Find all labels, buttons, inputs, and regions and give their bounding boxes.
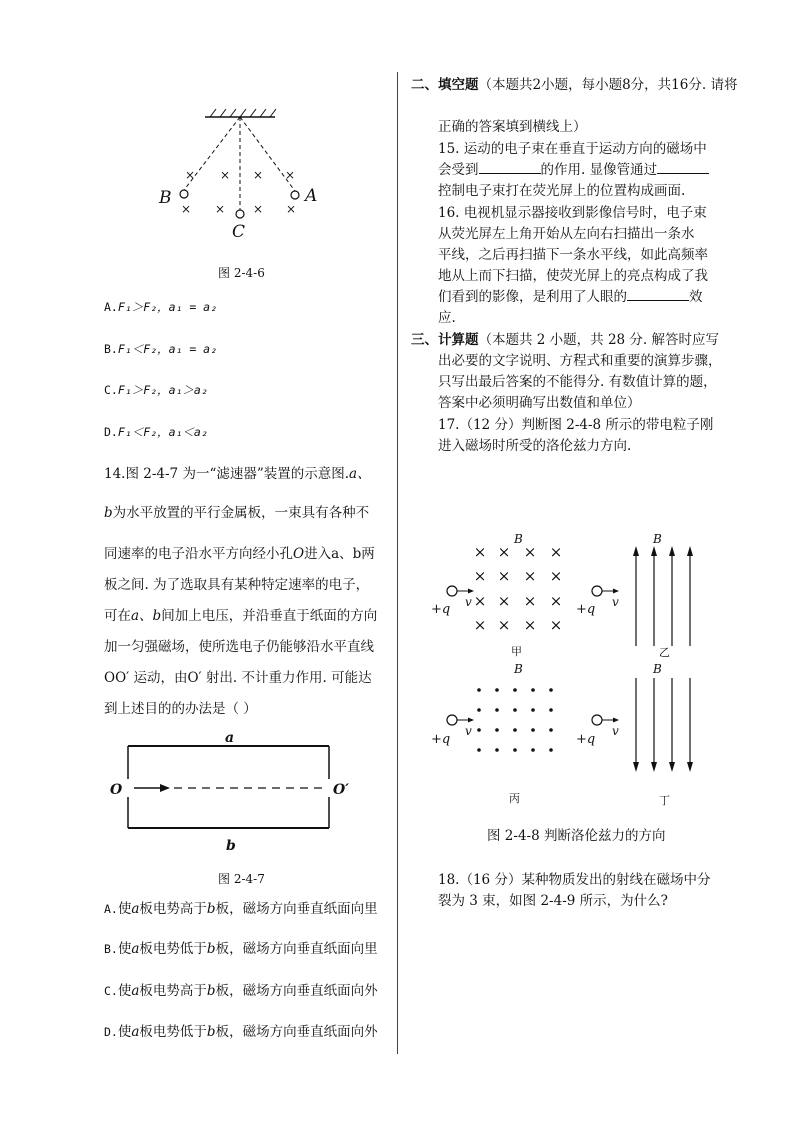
figure-caption-2-4-6: 图 2-4-6	[218, 266, 265, 280]
cross-mark: ×	[285, 202, 297, 216]
q14-line-7: OO′ 运动，由O′ 射出. 不计重力作用. 可能达	[104, 670, 372, 686]
column-divider	[397, 72, 398, 1054]
figure-caption-2-4-7: 图 2-4-7	[218, 872, 265, 886]
cross-mark: ×	[473, 592, 487, 610]
q15-blank-1[interactable]	[479, 161, 541, 174]
q14-option-c: C.使a板电势高于b板，磁场方向垂直纸面向外	[104, 983, 378, 999]
figure-caption-2-4-8: 图 2-4-8 判断洛伦兹力的方向	[487, 828, 666, 844]
q13-option-b: B.F₁＜F₂，a₁ = a₂	[104, 342, 218, 356]
velocity-label: v	[612, 724, 619, 738]
q15-line-3: 控制电子束打在荧光屏上的位置构成画面.	[438, 183, 686, 199]
q17-line-2: 进入磁场时所受的洛伦兹力方向.	[438, 438, 632, 454]
cross-mark: ×	[549, 592, 563, 610]
panel-ding	[576, 662, 693, 807]
panel-yi	[576, 532, 693, 659]
section-2-desc-2: 正确的答案填到横线上）	[438, 119, 587, 135]
q17-line-1: 17.（12 分）判断图 2-4-8 所示的带电粒子刚	[438, 417, 714, 433]
q14-line-8: 到上述目的的办法是（ ）	[104, 701, 257, 717]
q14-line-1: 14.图 2-4-7 为一“滤速器”装置的示意图.a、	[104, 466, 371, 482]
panel-label-ding: 丁	[659, 794, 670, 807]
cross-mark: ×	[180, 202, 192, 216]
q14-line-5: 可在a、b间加上电压，并沿垂直于纸面的方向	[104, 608, 378, 624]
cross-mark: ×	[473, 567, 487, 585]
cross-mark: ×	[549, 543, 563, 561]
panel-label-yi: 乙	[659, 646, 670, 659]
cross-mark: ×	[549, 616, 563, 634]
cross-mark: ×	[252, 168, 264, 182]
section-3-line-3: 只写出最后答案的不能得分. 有数值计算的题，	[438, 374, 717, 390]
cross-mark: ×	[523, 592, 537, 610]
field-label-b: B	[514, 662, 523, 676]
cross-mark: ×	[523, 543, 537, 561]
panel-jia	[431, 532, 562, 658]
q14-line-6: 加一匀强磁场，使所选电子仍能够沿水平直线	[104, 639, 374, 655]
figure-2-4-6	[150, 105, 330, 245]
q16-blank[interactable]	[627, 288, 689, 301]
label-a: A	[305, 186, 318, 206]
hole-o2-label: O′	[333, 782, 349, 798]
charge-label: +q	[576, 602, 596, 617]
q16-line-4: 地从上而下扫描，使荧光屏上的亮点构成了我	[438, 268, 708, 284]
q13-option-d: D.F₁＜F₂，a₁＜a₂	[104, 425, 208, 439]
charge-label: +q	[431, 602, 451, 617]
plate-b-label: b	[226, 838, 236, 854]
q16-line-1: 16. 电视机显示器接收到影像信号时，电子束	[438, 205, 707, 221]
q16-line-5: 们看到的影像，是利用了人眼的 效	[438, 289, 703, 305]
q16-line-6: 应.	[438, 310, 456, 326]
cross-mark: ×	[523, 567, 537, 585]
figure-2-4-7	[104, 725, 364, 860]
field-label-b: B	[514, 532, 523, 546]
q14-option-b: B.使a板电势低于b板，磁场方向垂直纸面向里	[104, 941, 378, 957]
panel-bing	[431, 662, 553, 805]
cross-mark: ×	[284, 168, 296, 182]
cross-mark: ×	[214, 202, 226, 216]
section-3-heading: 三、计算题（本题共 2 小题，共 28 分. 解答时应写	[411, 332, 720, 348]
q15-line-1: 15. 运动的电子束在垂直于运动方向的磁场中	[438, 141, 707, 157]
q15-line-2: 会受到 的作用. 显像管通过	[438, 161, 709, 179]
q16-line-3: 平线，之后再扫描下一条水平线，如此高频率	[438, 247, 708, 263]
field-label-b: B	[653, 532, 662, 546]
cross-mark: ×	[523, 616, 537, 634]
q14-line-4: 板之间. 为了选取具有某种特定速率的电子，	[104, 577, 370, 593]
cross-mark: ×	[497, 616, 511, 634]
cross-mark: ×	[219, 168, 231, 182]
section-3-line-2: 出必要的文字说明、方程式和重要的演算步骤，	[438, 353, 722, 369]
q14-option-a: A.使a板电势高于b板，磁场方向垂直纸面向里	[104, 901, 378, 917]
q14-line-3: 同速率的电子沿水平方向经小孔O进入a、b两	[104, 546, 375, 562]
q15-blank-2[interactable]	[657, 161, 709, 174]
q13-option-a: A.F₁＞F₂，a₁ = a₂	[104, 300, 218, 314]
field-label-b: B	[653, 662, 662, 676]
section-3-line-4: 答案中必须明确写出数值和单位）	[438, 395, 641, 411]
q16-line-2: 从荧光屏左上角开始从左向右扫描出一条水	[438, 226, 695, 242]
q18-line-1: 18.（16 分）某种物质发出的射线在磁场中分	[438, 872, 711, 888]
q13-option-c: C.F₁＞F₂，a₁＞a₂	[104, 383, 208, 397]
cross-mark: ×	[252, 202, 264, 216]
charge-label: +q	[431, 732, 451, 747]
cross-mark: ×	[497, 592, 511, 610]
cross-mark: ×	[473, 616, 487, 634]
cross-mark: ×	[497, 543, 511, 561]
hole-o-label: O	[110, 782, 123, 798]
figure-2-4-8	[425, 528, 710, 810]
panel-label-bing: 丙	[509, 792, 520, 805]
velocity-label: v	[465, 595, 472, 609]
charge-label: +q	[576, 732, 596, 747]
cross-mark: ×	[473, 543, 487, 561]
label-b: B	[159, 188, 172, 208]
cross-mark: ×	[184, 168, 196, 182]
label-c: C	[232, 222, 246, 242]
velocity-label: v	[612, 595, 619, 609]
q18-line-2: 裂为 3 束，如图 2-4-9 所示，为什么?	[438, 893, 668, 909]
panel-label-jia: 甲	[511, 645, 522, 658]
q14-option-d: D.使a板电势低于b板，磁场方向垂直纸面向外	[104, 1024, 378, 1040]
cross-mark: ×	[497, 567, 511, 585]
q14-line-2: b为水平放置的平行金属板，一束具有各种不	[104, 505, 370, 521]
plate-a-label: a	[225, 730, 235, 746]
cross-mark: ×	[549, 567, 563, 585]
velocity-label: v	[465, 724, 472, 738]
section-2-heading: 二、填空题（本题共2小题，每小题8分，共16分. 请将	[411, 77, 738, 93]
